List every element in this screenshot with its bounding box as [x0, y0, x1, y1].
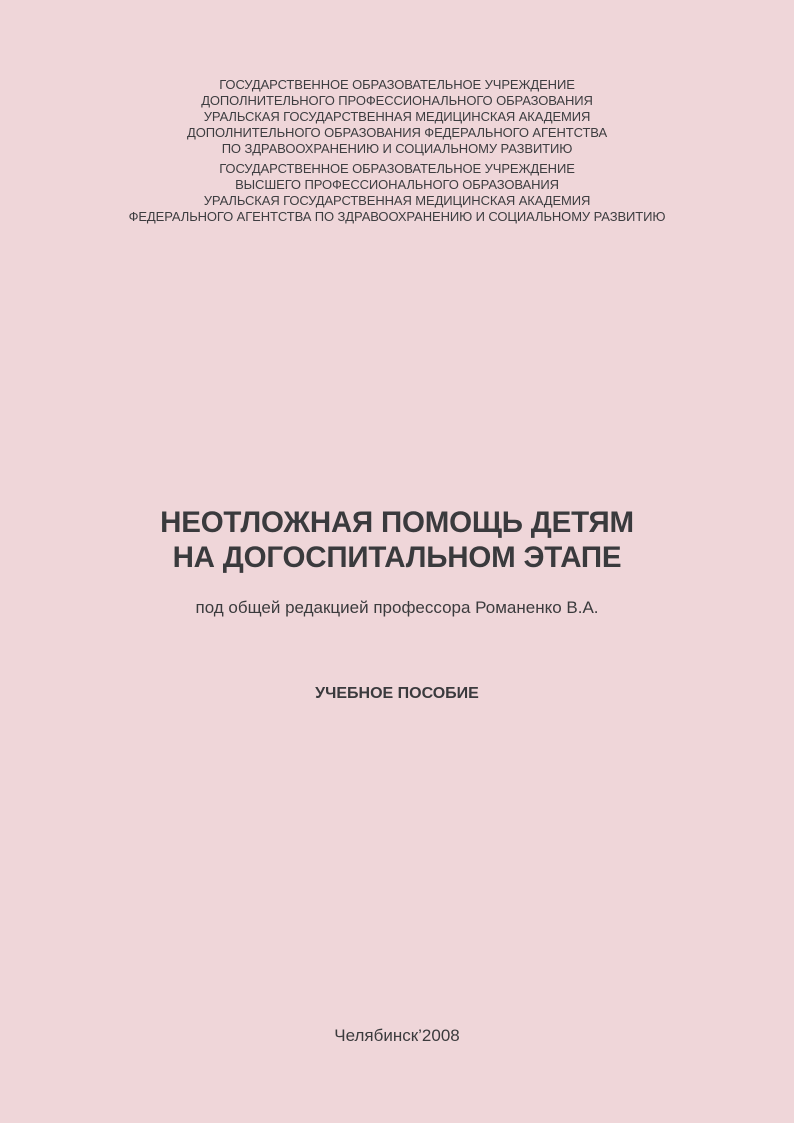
institution-block-2	[0, 161, 794, 225]
institution-block-1	[0, 77, 794, 157]
institution-1-line: ДОПОЛНИТЕЛЬНОГО ПРОФЕССИОНАЛЬНОГО ОБРАЗОВАНИЯ	[201, 93, 593, 108]
document-type: УЧЕБНОЕ ПОСОБИЕ	[315, 685, 479, 702]
institution-2-line: ГОСУДАРСТВЕННОЕ ОБРАЗОВАТЕЛЬНОЕ УЧРЕЖДЕНИЕ	[219, 161, 575, 176]
title-line: НЕОТЛОЖНАЯ ПОМОЩЬ ДЕТЯМ	[160, 506, 634, 539]
institution-2-line: ФЕДЕРАЛЬНОГО АГЕНТСТВА ПО ЗДРАВООХРАНЕНИЮ И СОЦИАЛЬНОМУ РАЗВИТИЮ	[128, 209, 666, 224]
institution-1-line: ПО ЗДРАВООХРАНЕНИЮ И СОЦИАЛЬНОМУ РАЗВИТИЮ	[221, 141, 573, 156]
institution-1-line: УРАЛЬСКАЯ ГОСУДАРСТВЕННАЯ МЕДИЦИНСКАЯ АКАДЕМИЯ	[203, 109, 591, 124]
document-title	[0, 505, 794, 575]
institution-1-line: ГОСУДАРСТВЕННОЕ ОБРАЗОВАТЕЛЬНОЕ УЧРЕЖДЕНИЕ	[219, 77, 575, 92]
title-line: НА ДОГОСПИТАЛЬНОМ ЭТАПЕ	[172, 541, 622, 574]
institution-1-line: ДОПОЛНИТЕЛЬНОГО ОБРАЗОВАНИЯ ФЕДЕРАЛЬНОГО АГЕНТСТВА	[186, 125, 608, 140]
institution-2-line: ВЫСШЕГО ПРОФЕССИОНАЛЬНОГО ОБРАЗОВАНИЯ	[235, 177, 559, 192]
editor-credit: под общей редакцией профессора Романенко В.А.	[195, 598, 599, 617]
city-year: Челябинск’2008	[334, 1026, 460, 1045]
institution-2-line: УРАЛЬСКАЯ ГОСУДАРСТВЕННАЯ МЕДИЦИНСКАЯ АКАДЕМИЯ	[203, 193, 591, 208]
